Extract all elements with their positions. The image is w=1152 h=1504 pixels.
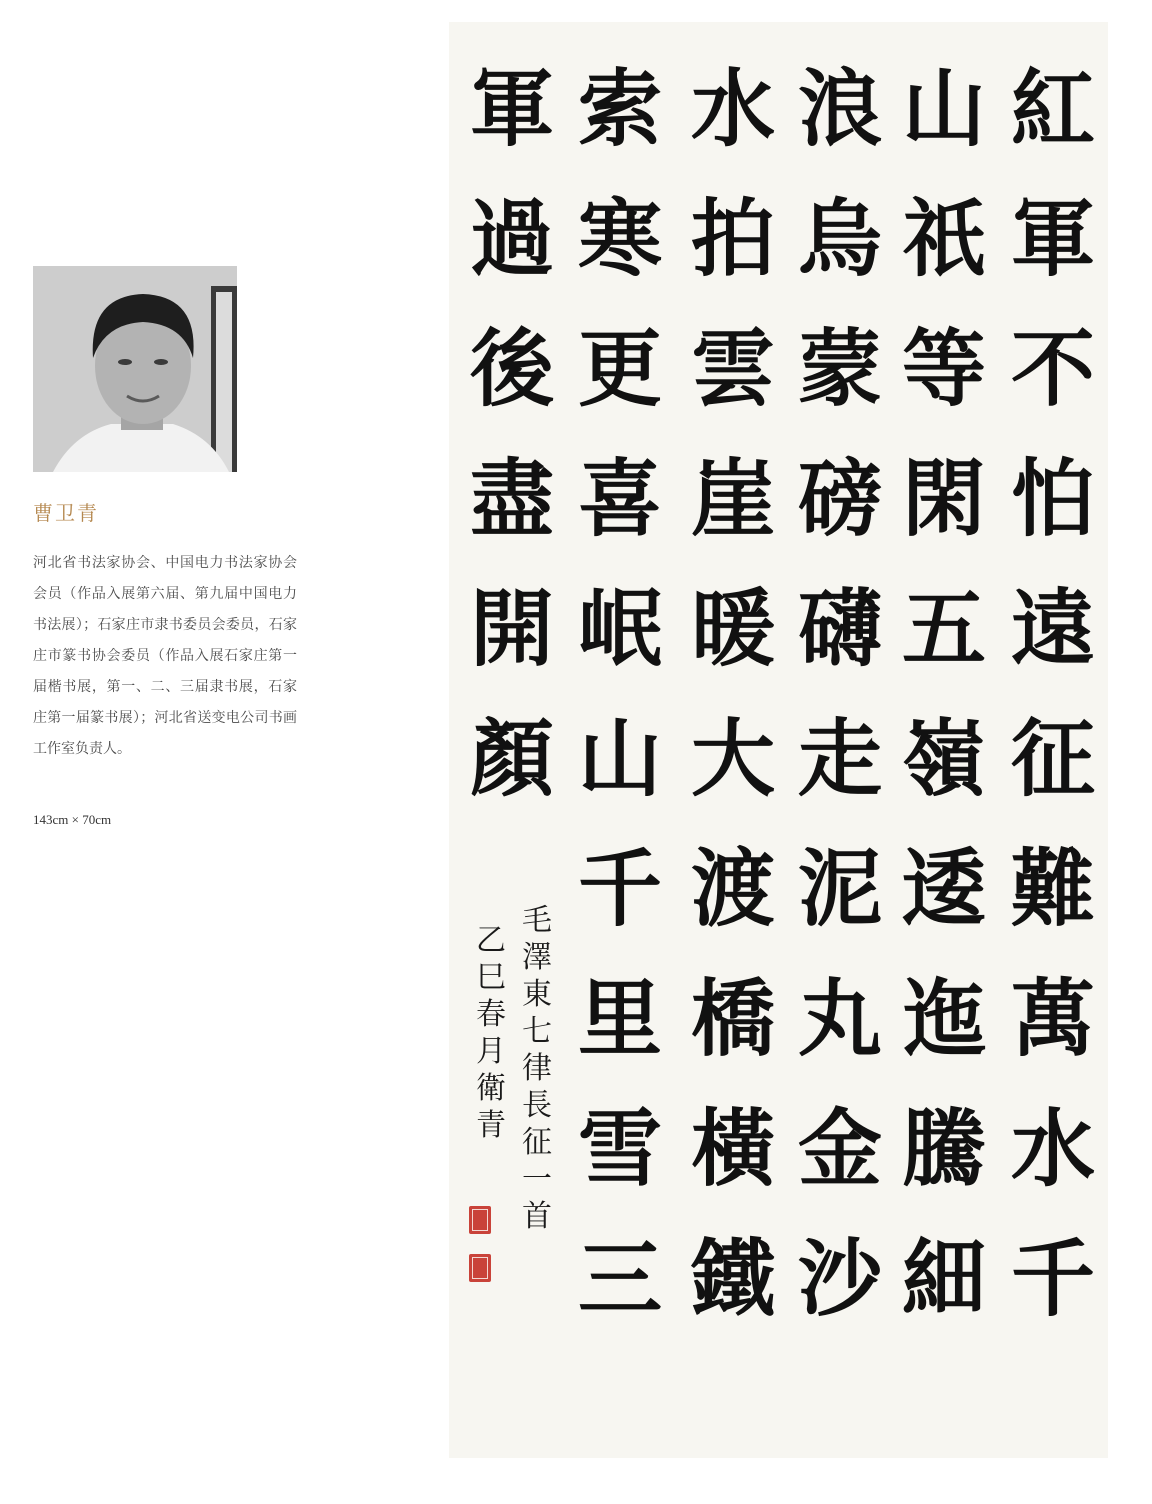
inscription-column: 乙巳春月衛青 bbox=[476, 923, 506, 1143]
calligraphy-character: 盡 bbox=[469, 449, 554, 548]
calligraphy-character: 索 bbox=[577, 59, 662, 158]
portrait-illustration bbox=[33, 266, 237, 472]
calligraphy-character: 渡 bbox=[690, 839, 775, 938]
calligraphy-character: 寒 bbox=[577, 189, 662, 288]
calligraphy-character: 鐵 bbox=[690, 1229, 775, 1328]
calligraphy-character: 千 bbox=[1010, 1229, 1095, 1328]
calligraphy-character: 金 bbox=[797, 1099, 882, 1198]
calligraphy-character: 拍 bbox=[690, 189, 775, 288]
calligraphy-character: 征 bbox=[1010, 709, 1095, 808]
calligraphy-character: 大 bbox=[690, 709, 775, 808]
calligraphy-character: 細 bbox=[901, 1229, 986, 1328]
calligraphy-character: 更 bbox=[577, 319, 662, 418]
calligraphy-character: 雪 bbox=[577, 1099, 662, 1198]
calligraphy-character: 千 bbox=[577, 839, 662, 938]
calligraphy-character: 礴 bbox=[797, 579, 882, 678]
calligraphy-character: 開 bbox=[469, 579, 554, 678]
calligraphy-character: 水 bbox=[690, 59, 775, 158]
calligraphy-character: 閑 bbox=[901, 449, 986, 548]
calligraphy-character: 水 bbox=[1010, 1099, 1095, 1198]
calligraphy-character: 怕 bbox=[1010, 449, 1095, 548]
artwork-dimensions: 143cm × 70cm bbox=[33, 812, 112, 827]
calligraphy-scroll bbox=[449, 22, 1108, 1458]
calligraphy-character: 遠 bbox=[1010, 579, 1095, 678]
calligraphy-character: 萬 bbox=[1010, 969, 1095, 1068]
artist-portrait bbox=[33, 266, 237, 472]
calligraphy-character: 山 bbox=[901, 59, 986, 158]
calligraphy-character: 騰 bbox=[901, 1099, 986, 1198]
calligraphy-character: 岷 bbox=[577, 579, 662, 678]
artist-biography: 河北省书法家协会、中国电力书法家协会会员（作品入展第六届、第九届中国电力书法展）；石家庄市隶书委员会委员，石家庄市篆书协会委员（作品入展石家庄第一届楷书展，第一、二、三届隶书展，石家庄第一届篆书展）；河北省送变电公司书画工作室负责人。 bbox=[33, 555, 297, 757]
calligraphy-character: 難 bbox=[1010, 839, 1095, 938]
calligraphy-character: 嶺 bbox=[901, 709, 986, 808]
calligraphy-character: 五 bbox=[901, 579, 986, 678]
calligraphy-character: 喜 bbox=[577, 449, 662, 548]
calligraphy-character: 烏 bbox=[797, 189, 882, 288]
artist-name: 曹卫青 bbox=[33, 501, 99, 525]
calligraphy-character: 不 bbox=[1010, 319, 1095, 418]
calligraphy-character: 崖 bbox=[690, 449, 775, 548]
calligraphy-character: 磅 bbox=[797, 449, 882, 548]
calligraphy-character: 走 bbox=[797, 709, 882, 808]
calligraphy-character: 紅 bbox=[1010, 59, 1095, 158]
calligraphy-character: 橫 bbox=[690, 1099, 775, 1198]
calligraphy-character: 逶 bbox=[901, 839, 986, 938]
calligraphy-character: 迤 bbox=[901, 969, 986, 1068]
calligraphy-character: 過 bbox=[469, 189, 554, 288]
calligraphy-character: 山 bbox=[577, 709, 662, 808]
calligraphy-character: 泥 bbox=[797, 839, 882, 938]
calligraphy-character: 沙 bbox=[797, 1229, 882, 1328]
calligraphy-character: 浪 bbox=[797, 59, 882, 158]
calligraphy-character: 蒙 bbox=[797, 319, 882, 418]
calligraphy-character: 暖 bbox=[690, 579, 775, 678]
calligraphy-character: 軍 bbox=[469, 59, 554, 158]
calligraphy-character: 橋 bbox=[690, 969, 775, 1068]
seal-stamp-upper bbox=[469, 1206, 491, 1234]
calligraphy-character: 雲 bbox=[690, 319, 775, 418]
calligraphy-character: 里 bbox=[577, 969, 662, 1068]
calligraphy-character: 等 bbox=[901, 319, 986, 418]
calligraphy-character: 顏 bbox=[469, 709, 554, 808]
calligraphy-character: 丸 bbox=[797, 969, 882, 1068]
calligraphy-character: 後 bbox=[469, 319, 554, 418]
calligraphy-character: 三 bbox=[577, 1229, 662, 1328]
seal-stamp-lower bbox=[469, 1254, 491, 1282]
inscription-column: 毛澤東七律長征一首 bbox=[522, 903, 552, 1234]
calligraphy-character: 軍 bbox=[1010, 189, 1095, 288]
calligraphy-character: 祇 bbox=[901, 189, 986, 288]
